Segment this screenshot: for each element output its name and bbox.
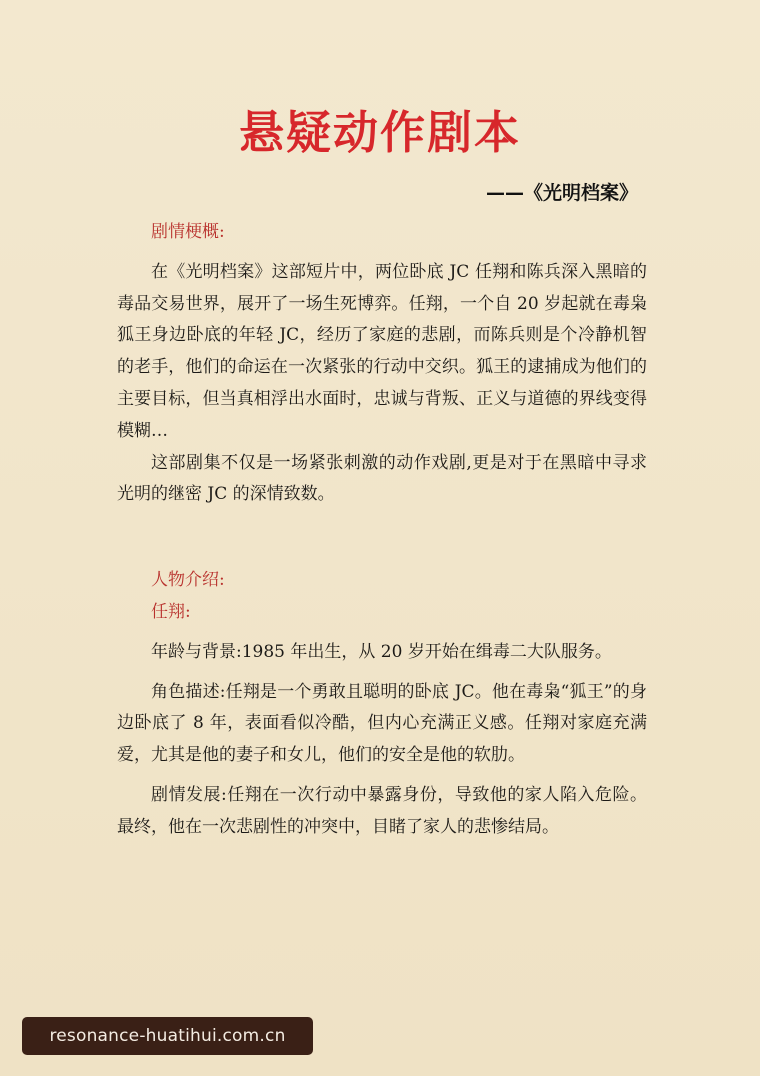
character-description: 角色描述:任翔是一个勇敢且聪明的卧底 JC。他在毒枭“狐王”的身边卧底了 8 年，表面看似冷酷，但内心充满正义感。任翔对家庭充满爱，尤其是他的妻子和女儿，他们的安全是他的软肋。 <box>117 681 647 766</box>
document-body <box>117 217 647 844</box>
character-plot: 剧情发展:任翔在一次行动中暴露身份，导致他的家人陷入危险。最终，他在一次悲剧性的冲突中，目睹了家人的悲惨结局。 <box>117 784 647 837</box>
synopsis-heading: 剧情梗概: <box>151 222 225 242</box>
page-title: 悬疑动作剧本 <box>238 106 521 159</box>
synopsis-paragraph-2: 这部剧集不仅是一场紧张刺激的动作戏剧,更是对于在黑暗中寻求光明的继密 JC 的深情致数。 <box>117 452 647 505</box>
synopsis-paragraph-1: 在《光明档案》这部短片中，两位卧底 JC 任翔和陈兵深入黑暗的毒品交易世界，展开了一场生死博弈。任翔，一个自 20 岁起就在毒枭狐王身边卧底的年轻 JC，经历了家庭的悲剧，而陈兵则是个冷静机智的老手，他们的命运在一次紧张的行动中交织。狐王的逮捕成为他们的主要目标，但当真相浮出水面时，忠诚与背叛、正义与道德的界线变得模糊… <box>117 261 647 441</box>
page-subtitle: ——《光明档案》 <box>485 182 638 204</box>
character-name-heading: 任翔: <box>151 601 191 622</box>
character-background: 年龄与背景:1985 年出生，从 20 岁开始在缉毒二大队服务。 <box>151 641 612 662</box>
watermark-label: resonance-huatihui.com.cn <box>22 1017 313 1055</box>
characters-heading: 人物介绍: <box>151 570 225 591</box>
